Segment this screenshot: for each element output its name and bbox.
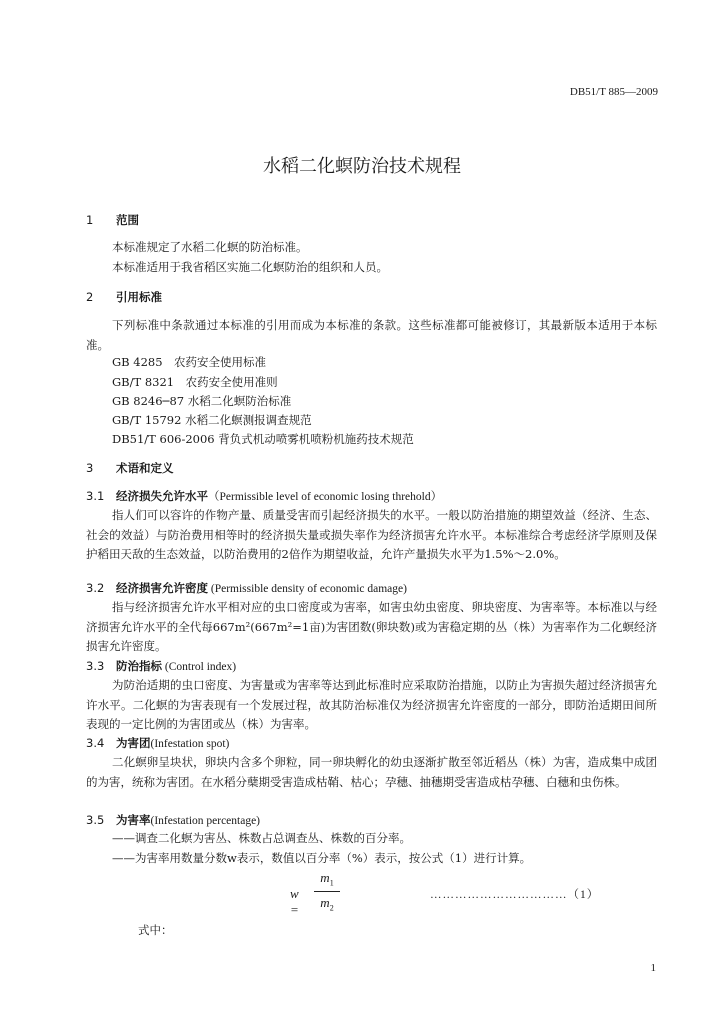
reference-item: DB51/T 606-2006 背负式机动喷雾机喷粉机施药技术规范 [112, 432, 414, 446]
page-number: 1 [650, 962, 656, 974]
term-3-3-body: 为防治适期的虫口密度、为害量或为害率等达到此标准时应采取防治措施，以防止为害损失超过经济损害允许水平。二化螟的为害表现有一个发展过程，故其防治标准仅为经济损害允许密度的一部分，即防治适期田间所表现的一定比例的为害团或丛（株）为害率。 [86, 678, 657, 731]
reference-item: GB/T 8321 农药安全使用准则 [112, 375, 278, 389]
equation-label: ……………………………（1） [430, 889, 600, 901]
where-label: 式中： [138, 923, 173, 937]
formula-denominator: $m_2$ [320, 894, 334, 913]
reference-item: GB 8246─87 水稻二化螟防治标准 [112, 394, 292, 408]
term-3-5-heading: 3.5 为害率(Infestation percentage) [86, 813, 261, 827]
formula-lhs: w = [290, 886, 299, 917]
term-3-1-heading: 3.1 经济损失允许水平（Permissible level of economic losing threhold） [86, 489, 443, 503]
term-3-2-heading: 3.2 经济损害允许密度 (Permissible density of economic damage) [86, 581, 407, 595]
section-1-para-1: 本标准规定了水稻二化螟的防治标准。 [112, 240, 308, 254]
formula-fraction [314, 870, 340, 912]
document-title: 水稻二化螟防治技术规程 [263, 156, 461, 177]
term-3-2-body: 指与经济损害允许水平相对应的虫口密度或为害率，如害虫幼虫密度、卵块密度、为害率等。本标准以与经济损害允许水平的全代每667m²(667m²=1亩)为害团数(卵块数)或为害稳定期的丛（株）为害率作为二化螟经济损害允许密度。 [86, 600, 657, 653]
section-3-heading: 3 术语和定义 [86, 461, 174, 475]
reference-item: GB/T 15792 水稻二化螟测报调查规范 [112, 413, 312, 427]
formula-numerator: $m_1$ [320, 870, 334, 888]
term-3-4-body: 二化螟卵呈块状，卵块内含多个卵粒，同一卵块孵化的幼虫逐渐扩散至邻近稻丛（株）为害，造成集中成团的为害，统称为害团。在水稻分蘖期受害造成枯鞘、枯心；孕穗、抽穗期受害造成枯孕穗、白穗和虫伤株。 [86, 755, 657, 789]
term-3-5-line-1: ——调查二化螟为害丛、株数占总调查丛、株数的百分率。 [112, 831, 411, 845]
section-2-intro: 下列标准中条款通过本标准的引用而成为本标准的条款。这些标准都可能被修订，其最新版本适用于本标准。 [86, 318, 657, 352]
document-number: DB51/T 885—2009 [569, 86, 658, 98]
term-3-4-heading: 3.4 为害团(Infestation spot) [86, 736, 230, 750]
term-3-3-heading: 3.3 防治指标 (Control index) [86, 659, 237, 673]
term-3-5-line-2: ——为害率用数量分数w表示，数值以百分率（%）表示，按公式（1）进行计算。 [112, 851, 532, 865]
section-1-heading: 1 范围 [86, 213, 139, 227]
term-3-1-body: 指人们可以容许的作物产量、质量受害而引起经济损失的水平。一般以防治措施的期望效益（经济、生态、社会的效益）与防治费用相等时的经济损失量或损失率作为经济损害允许水平。本标准综合考虑经济学原则及保护稻田天敌的生态效益，以防治费用的2倍作为期望收益，允许产量损失水平为1.5%～2.0%。 [86, 508, 657, 561]
reference-item: GB 4285 农药安全使用标准 [112, 355, 267, 369]
section-2-heading: 2 引用标准 [86, 290, 162, 304]
section-1-para-2: 本标准适用于我省稻区实施二化螟防治的组织和人员。 [112, 260, 388, 274]
fraction-bar [314, 891, 340, 892]
